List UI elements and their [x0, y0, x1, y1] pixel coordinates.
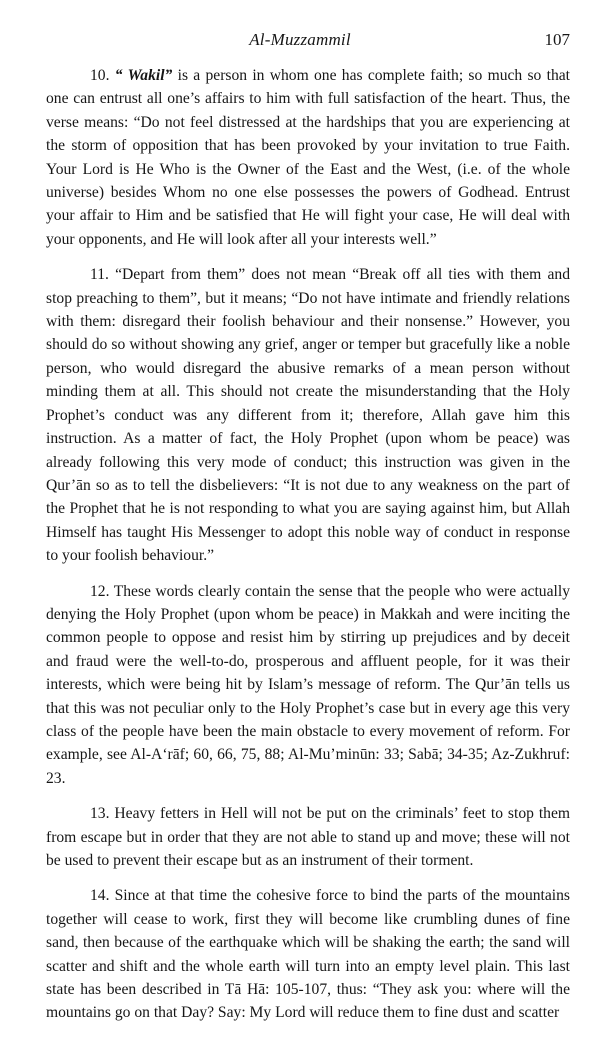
note-14	[46, 884, 570, 1024]
note-10	[46, 64, 570, 251]
page-header	[0, 30, 600, 54]
note-number: 12.	[90, 582, 110, 600]
note-number: 13.	[90, 805, 110, 823]
note-text: is a person in whom one has complete faith; so much so that one can entrust all one’s affairs to him with full satisfaction of the heart. Thus, the verse means: “Do not feel distressed at the hardships that you are experiencing at the storm of opposition that has been provoked by your invitation to true Faith. Your Lord is He Who is the Owner of the East and the West, (i.e. of the whole universe) besides Whom no one else possesses the powers of Godhead. Entrust your affair to Him and be satisfied that He will fight your case, He will deal with your opponents, and He will look after all your interests well.”	[46, 67, 570, 248]
page-number: 107	[544, 30, 570, 49]
note-12	[46, 580, 570, 791]
running-title: Al-Muzzammil	[249, 30, 351, 49]
note-13	[46, 802, 570, 872]
note-number: 11.	[90, 266, 109, 284]
note-term: “ Wakil”	[114, 67, 173, 84]
note-text: “Depart from them” does not mean “Break off all ties with them and stop preaching to them”, but it means; “Do not have intimate and friendly relations with them: disregard their foolish behaviour and their nonsense.” However, you should do so without showing any grief, anger or temper but gracefully like a noble person, who would disregard the abusive remarks of a mean person without minding them at all. This should not create the misunderstanding that the Holy Prophet’s conduct was any different from it; therefore, Allah gave him this instruction. As a matter of fact, the Holy Prophet (upon whom be peace) was already following this very mode of conduct; this instruction was given in the Qur’ān so as to tell the disbelievers: “It is not due to any weakness on the part of the Prophet that he is not responding to what you are saying against him, but Allah Himself has taught His Messenger to adopt this noble way of conduct in response to your foolish behaviour.”	[46, 266, 570, 565]
note-text: These words clearly contain the sense that the people who were actually denying the Holy Prophet (upon whom be peace) in Makkah and were inciting the common people to oppose and resist him by stirring up prejudices and by deceit and fraud were the well-to-do, prosperous and affluent people, for it was their interests, which were being hit by Islam’s message of reform. The Qur’ān tells us that this was not peculiar only to the Holy Prophet’s case but in every age this very class of the people have been the main obstacle to every movement of reform. For example, see Al-A‘rāf; 60, 66, 75, 88; Al-Mu’minūn: 33; Sabā; 34-35; Az-Zukhruf: 23.	[46, 582, 570, 787]
note-text: Heavy fetters in Hell will not be put on the criminals’ feet to stop them from escape but in order that they are not able to stand up and move; these will not be used to prevent their escape but as an instrument of their torment.	[46, 805, 571, 869]
note-11	[46, 263, 570, 567]
note-number: 14.	[90, 887, 110, 905]
note-number: 10.	[90, 67, 110, 84]
note-text: Since at that time the cohesive force to bind the parts of the mountains together will cease to work, first they will become like crumbling dunes of fine sand, then because of the earthquake which will be shaking the earth; the sand will scatter and shift and the whole earth will turn into an empty level plain. This last state has been described in Tā Hā: 105-107, thus: “They ask you: where will the mountains go on that Day? Say: My Lord will reduce them to fine dust and scatter	[46, 887, 570, 1022]
page-body	[46, 64, 570, 1037]
